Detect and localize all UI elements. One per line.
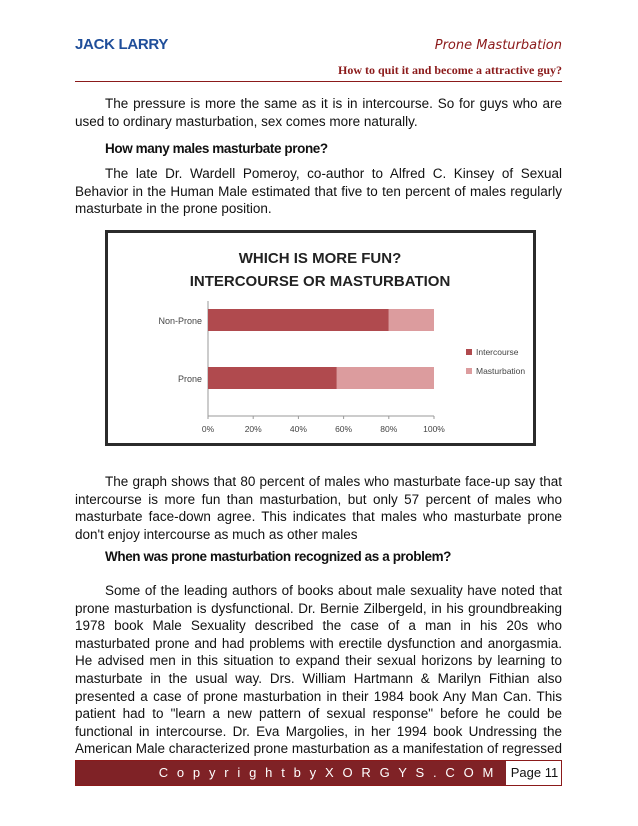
- x-tick-label: 20%: [244, 424, 262, 434]
- legend-swatch-intercourse: [466, 349, 472, 355]
- footer-copyright: C o p y r i g h t b y X O R G Y S . C O M: [76, 761, 506, 785]
- chart-frame: [105, 230, 536, 446]
- chart-title: WHICH IS MORE FUN?: [238, 250, 402, 267]
- paragraph-3: [75, 473, 562, 543]
- header-title: Prone Masturbation: [434, 38, 562, 53]
- header-rule: [75, 81, 562, 82]
- bar-masturbation-non-prone: [389, 309, 434, 331]
- bar-intercourse-non-prone: [208, 309, 389, 331]
- header-subtitle: How to quit it and become a attractive guy?: [338, 63, 562, 77]
- page-number: Page 11: [510, 765, 559, 780]
- x-tick-label: 100%: [423, 424, 445, 434]
- category-label: Non-Prone: [158, 316, 202, 326]
- legend-label-intercourse: Intercourse: [476, 347, 519, 357]
- x-tick-label: 60%: [335, 424, 353, 434]
- paragraph-4-text: Some of the leading authors of books about male sexuality have noted that prone masturbation is dysfunctional. Dr. Bernie Zilbergeld, in his groundbreaking 1978 book Male Sexuality described the case of a man in his 20s who masturbated prone and had problems with erectile dysfunction and anorgasmia. He advised men in this situation to expand their sexual horizons by learning to masturbate in the usual way. Drs. William Hartmann & Marilyn Fithian also presented a case of prone masturbation in their 1984 book Any Man Can. This patient had to "learn a new pattern of sexual response" before he could be functional in intercourse. Dr. Eva Margolies, in her 1994 book Undressing the American Male characterized prone masturbation as a manifestation of regressed: [75, 583, 562, 757]
- heading-when-recognized: When was prone masturbation recognized as a problem?: [105, 549, 452, 564]
- paragraph-3-text: The graph shows that 80 percent of males who masturbate face-up say that intercourse is more fun than masturbation, but only 57 percent of males who masturbate face-down agree. This indicates that males who masturbate prone don't enjoy intercourse as much as other males: [75, 474, 562, 542]
- footer: [75, 760, 562, 786]
- category-label: Prone: [177, 374, 202, 384]
- x-tick-label: 0%: [201, 424, 215, 434]
- heading-how-many: How many males masturbate prone?: [105, 141, 328, 156]
- x-tick-label: 40%: [289, 424, 307, 434]
- bar-masturbation-prone: [337, 367, 434, 389]
- chart: [108, 233, 533, 443]
- chart-subtitle: INTERCOURSE OR MASTURBATION: [189, 273, 451, 290]
- paragraph-1: [75, 95, 562, 130]
- bar-intercourse-prone: [208, 367, 337, 389]
- paragraph-2: [75, 165, 562, 218]
- legend-swatch-masturbation: [466, 368, 472, 374]
- header-author: JACK LARRY: [75, 36, 169, 53]
- x-tick-label: 80%: [380, 424, 398, 434]
- paragraph-2-text: The late Dr. Wardell Pomeroy, co-author to Alfred C. Kinsey of Sexual Behavior in the Human Male estimated that five to ten percent of males regularly masturbate in the prone position.: [75, 166, 562, 217]
- paragraph-1-text: The pressure is more the same as it is in intercourse. So for guys who are used to ordinary masturbation, sex comes more naturally.: [75, 96, 562, 129]
- legend-label-masturbation: Masturbation: [476, 366, 526, 376]
- paragraph-4: [75, 582, 562, 776]
